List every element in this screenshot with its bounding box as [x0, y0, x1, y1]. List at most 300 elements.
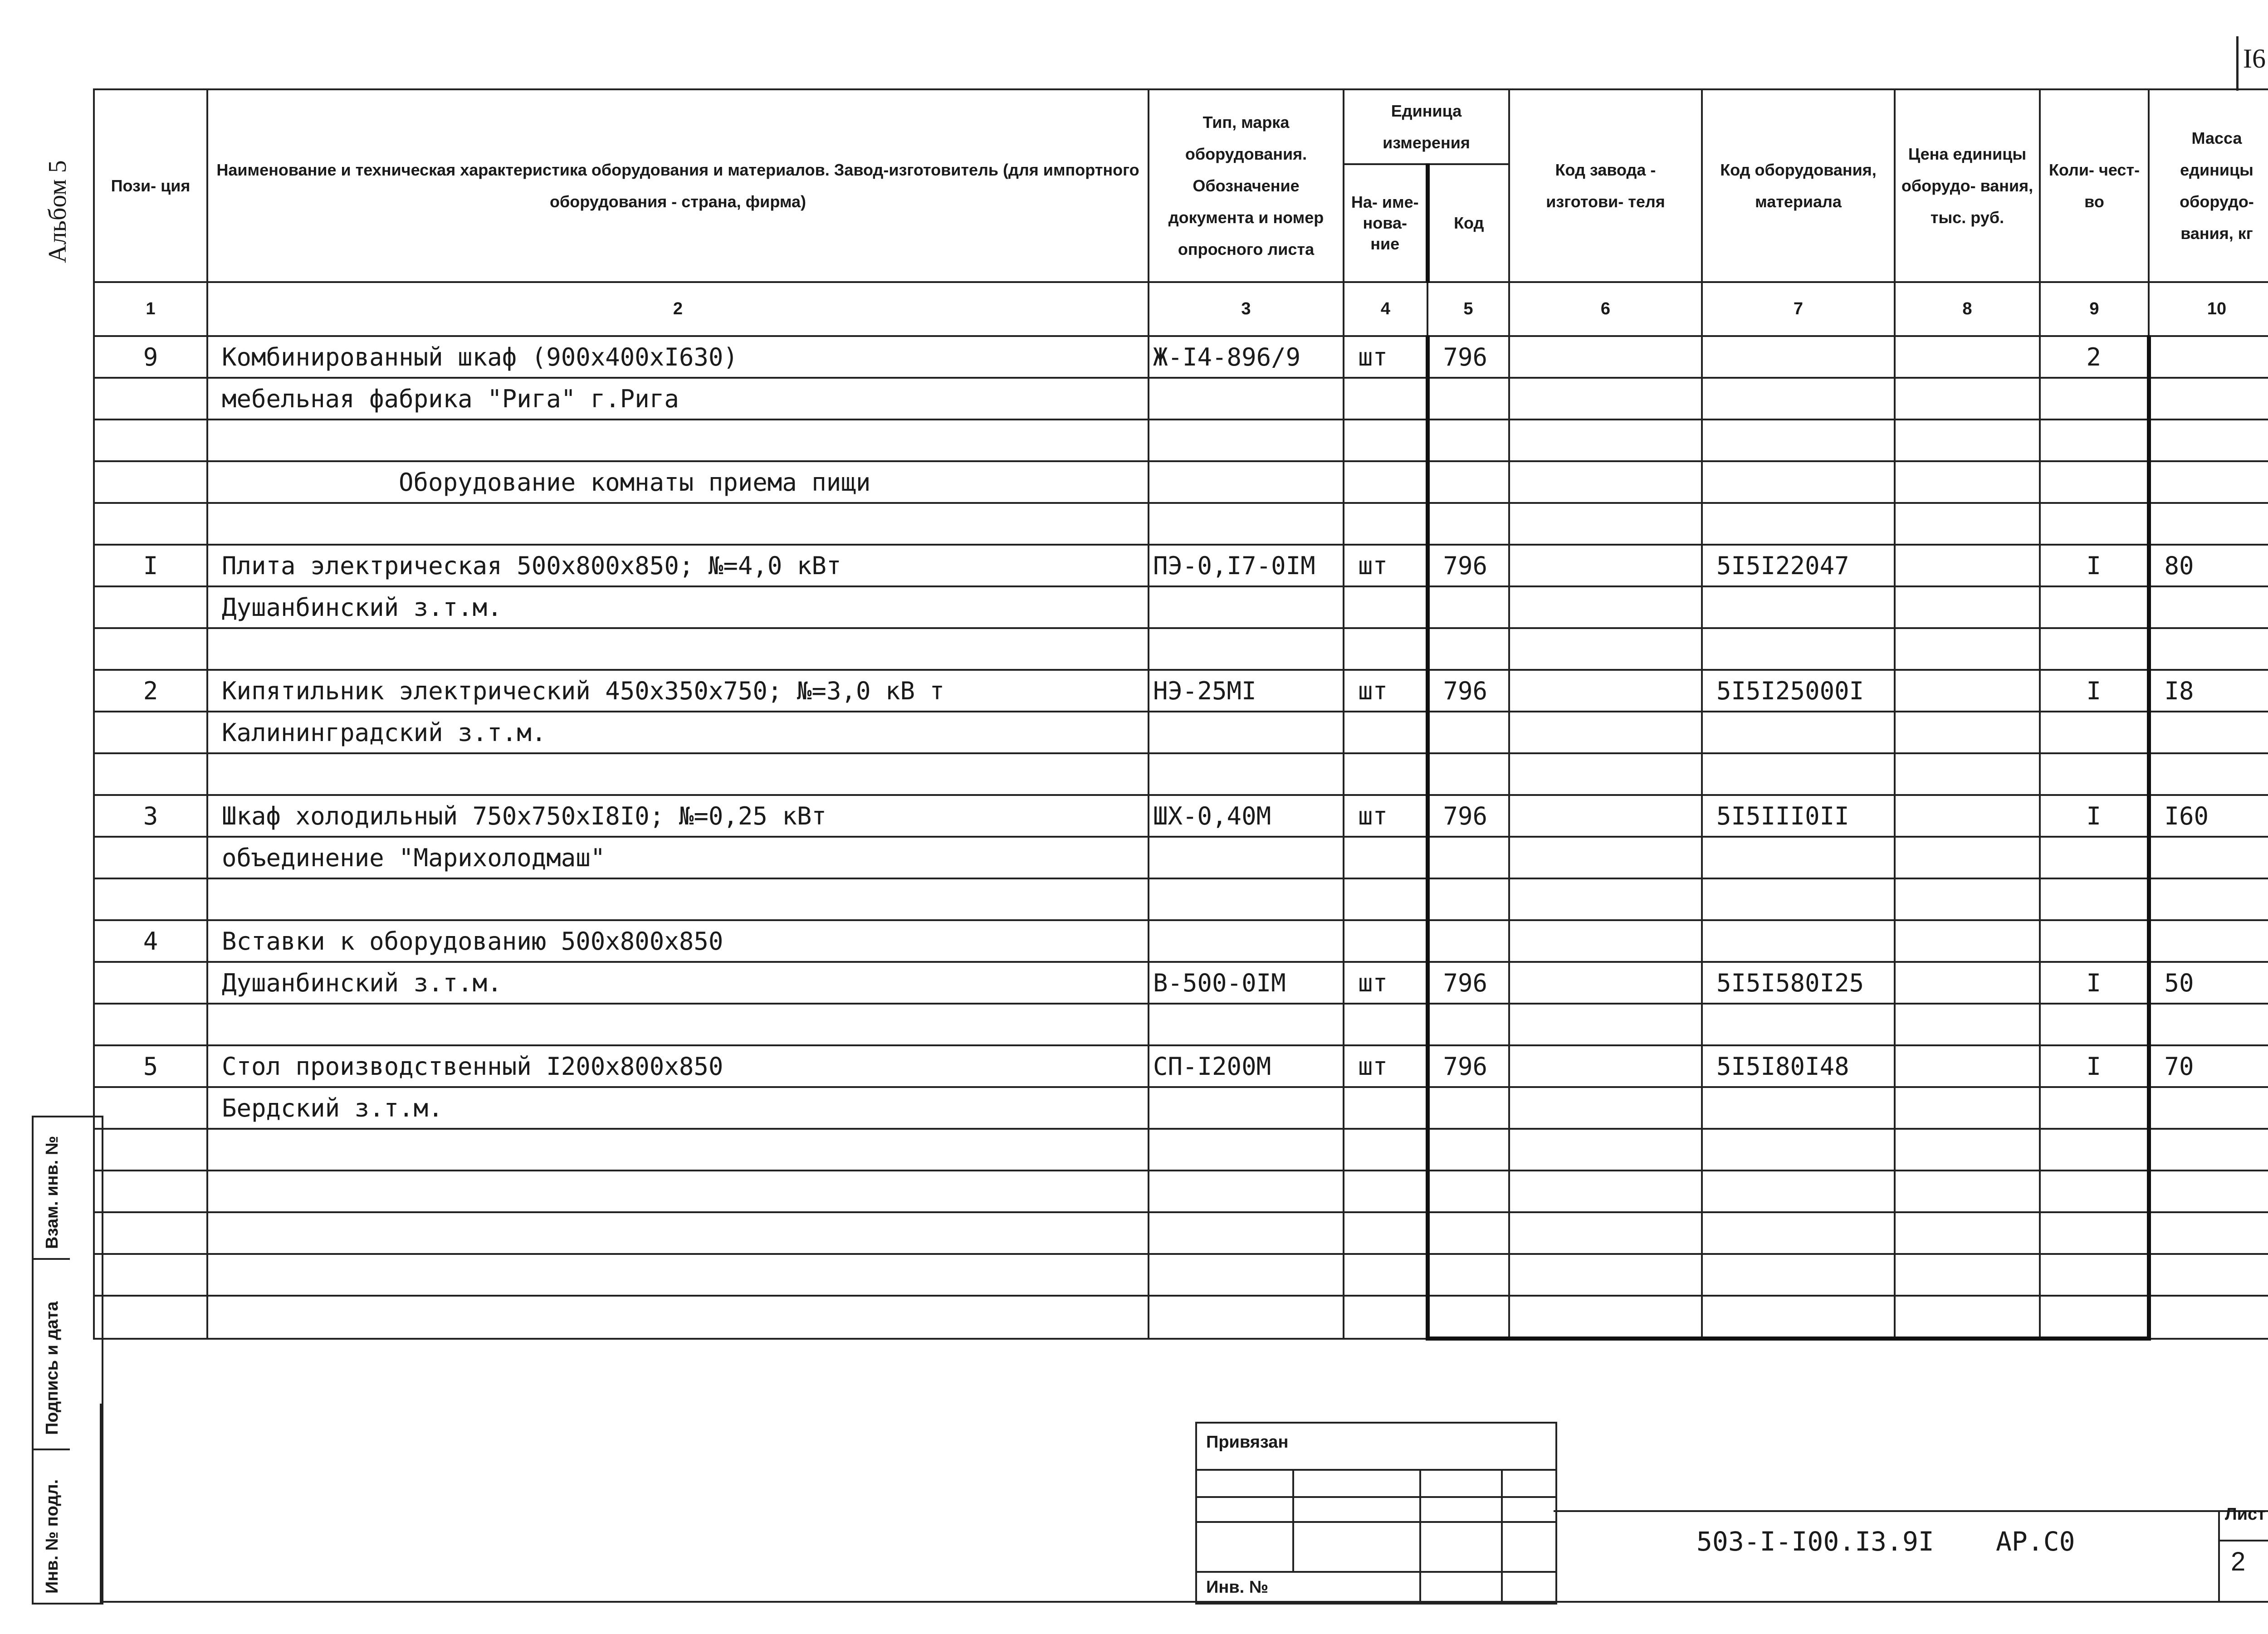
- quantity-cell: [2040, 1087, 2149, 1129]
- mass-cell: [2149, 1171, 2268, 1212]
- plant-code-cell: [1509, 712, 1702, 753]
- position-cell: I: [94, 545, 207, 586]
- mass-cell: [2149, 837, 2268, 878]
- equipment-code-cell: 5I5I80I48: [1702, 1045, 1895, 1087]
- table-row: [94, 586, 2268, 628]
- position-cell: 5: [94, 1045, 207, 1087]
- position-cell: 2: [94, 670, 207, 712]
- plant-code-cell: [1509, 503, 1702, 545]
- header-unit-name: На- име- нова- ние: [1344, 164, 1427, 282]
- table-row: [94, 837, 2268, 878]
- quantity-cell: I: [2040, 962, 2149, 1004]
- position-cell: [94, 753, 207, 795]
- column-number: 7: [1702, 282, 1895, 336]
- price-cell: [1895, 1129, 2040, 1171]
- type-cell: СП-I200М: [1149, 1045, 1344, 1087]
- header-mass: Масса единицы оборудо- вания, кг: [2149, 89, 2268, 282]
- type-cell: НЭ-25МI: [1149, 670, 1344, 712]
- plant-code-cell: [1509, 878, 1702, 920]
- table-row: [94, 503, 2268, 545]
- quantity-cell: [2040, 878, 2149, 920]
- mass-cell: [2149, 586, 2268, 628]
- unit-code-cell: [1427, 1004, 1509, 1045]
- equipment-code-cell: [1702, 1212, 1895, 1254]
- table-row: [94, 878, 2268, 920]
- unit-cell: [1344, 712, 1427, 753]
- price-cell: [1895, 712, 2040, 753]
- position-cell: [94, 461, 207, 503]
- plant-code-cell: [1509, 753, 1702, 795]
- table-row: [94, 1254, 2268, 1296]
- unit-cell: [1344, 878, 1427, 920]
- price-cell: [1895, 461, 2040, 503]
- type-cell: [1149, 1212, 1344, 1254]
- mass-cell: [2149, 1129, 2268, 1171]
- title-block: [100, 1404, 2268, 1603]
- unit-code-cell: [1427, 712, 1509, 753]
- unit-cell: [1344, 1004, 1427, 1045]
- position-cell: [94, 503, 207, 545]
- quantity-cell: [2040, 1296, 2149, 1339]
- plant-code-cell: [1509, 1254, 1702, 1296]
- table-row: [94, 336, 2268, 378]
- side-stamp: [32, 1116, 103, 1605]
- unit-code-cell: [1427, 461, 1509, 503]
- column-number: 8: [1895, 282, 2040, 336]
- unit-cell: шт: [1344, 545, 1427, 586]
- unit-cell: [1344, 628, 1427, 670]
- table-row: [94, 1212, 2268, 1254]
- type-cell: [1149, 712, 1344, 753]
- column-number: 5: [1427, 282, 1509, 336]
- side-stamp-replacement: Взам. инв. №: [43, 1136, 62, 1249]
- equipment-code-cell: 5I5I580I25: [1702, 962, 1895, 1004]
- mass-cell: 50: [2149, 962, 2268, 1004]
- type-cell: [1149, 1004, 1344, 1045]
- unit-cell: [1344, 461, 1427, 503]
- equipment-code-cell: [1702, 878, 1895, 920]
- quantity-cell: [2040, 753, 2149, 795]
- table-row: [94, 628, 2268, 670]
- album-label: Альбом 5: [44, 160, 72, 263]
- price-cell: [1895, 1254, 2040, 1296]
- equipment-code-cell: [1702, 1296, 1895, 1339]
- quantity-cell: [2040, 1212, 2149, 1254]
- price-cell: [1895, 920, 2040, 962]
- column-number: 1: [94, 282, 207, 336]
- unit-code-cell: 796: [1427, 962, 1509, 1004]
- name-cell: Оборудование комнаты приема пищи: [207, 461, 1149, 503]
- header-position: Пози- ция: [94, 89, 207, 282]
- table-row: [94, 545, 2268, 586]
- equipment-code-cell: [1702, 1129, 1895, 1171]
- equipment-code-cell: [1702, 837, 1895, 878]
- name-cell: Стол производственный I200x800x850: [207, 1045, 1149, 1087]
- quantity-cell: [2040, 920, 2149, 962]
- table-row: [94, 378, 2268, 419]
- position-cell: [94, 837, 207, 878]
- name-cell: мебельная фабрика "Рига" г.Рига: [207, 378, 1149, 419]
- plant-code-cell: [1509, 628, 1702, 670]
- mass-cell: I8: [2149, 670, 2268, 712]
- quantity-cell: [2040, 419, 2149, 461]
- quantity-cell: [2040, 1004, 2149, 1045]
- name-cell: Вставки к оборудованию 500x800x850: [207, 920, 1149, 962]
- plant-code-cell: [1509, 1087, 1702, 1129]
- mass-cell: [2149, 419, 2268, 461]
- equipment-code-cell: [1702, 1004, 1895, 1045]
- equipment-code-cell: [1702, 628, 1895, 670]
- type-cell: [1149, 628, 1344, 670]
- sheet-value: 2: [2231, 1547, 2246, 1576]
- header-price: Цена единицы оборудо- вания, тыс. руб.: [1895, 89, 2040, 282]
- header-plant-code: Код завода - изготови- теля: [1509, 89, 1702, 282]
- position-cell: 4: [94, 920, 207, 962]
- unit-code-cell: [1427, 1212, 1509, 1254]
- position-cell: [94, 1004, 207, 1045]
- column-number-row: [94, 282, 2268, 336]
- sheet-label: Лист: [2225, 1505, 2266, 1524]
- equipment-code-cell: [1702, 753, 1895, 795]
- unit-cell: [1344, 503, 1427, 545]
- document-mark: АР.С0: [1996, 1526, 2075, 1557]
- header-unit-group: Единица измерения: [1344, 89, 1509, 164]
- plant-code-cell: [1509, 1212, 1702, 1254]
- equipment-code-cell: [1702, 920, 1895, 962]
- type-cell: [1149, 1254, 1344, 1296]
- price-cell: [1895, 795, 2040, 837]
- table-row: [94, 962, 2268, 1004]
- mass-cell: I60: [2149, 795, 2268, 837]
- table-row: [94, 419, 2268, 461]
- mass-cell: [2149, 1212, 2268, 1254]
- header-equipment-code: Код оборудования, материала: [1702, 89, 1895, 282]
- quantity-cell: [2040, 1254, 2149, 1296]
- price-cell: [1895, 1171, 2040, 1212]
- quantity-cell: [2040, 586, 2149, 628]
- header-unit-code: Код: [1427, 164, 1509, 282]
- type-cell: ШХ-0,40М: [1149, 795, 1344, 837]
- unit-cell: шт: [1344, 1045, 1427, 1087]
- price-cell: [1895, 1045, 2040, 1087]
- equipment-code-cell: [1702, 503, 1895, 545]
- equipment-code-cell: 5I5I25000I: [1702, 670, 1895, 712]
- mass-cell: [2149, 628, 2268, 670]
- plant-code-cell: [1509, 419, 1702, 461]
- plant-code-cell: [1509, 1171, 1702, 1212]
- position-cell: 9: [94, 336, 207, 378]
- table-row: [94, 920, 2268, 962]
- mass-cell: [2149, 878, 2268, 920]
- type-cell: [1149, 920, 1344, 962]
- specification-table: [93, 88, 2268, 1341]
- unit-code-cell: [1427, 837, 1509, 878]
- unit-cell: [1344, 920, 1427, 962]
- price-cell: [1895, 837, 2040, 878]
- unit-code-cell: [1427, 1129, 1509, 1171]
- equipment-code-cell: [1702, 1254, 1895, 1296]
- quantity-cell: [2040, 503, 2149, 545]
- type-cell: [1149, 586, 1344, 628]
- header-type: Тип, марка оборудования. Обозначение документа и номер опросного листа: [1149, 89, 1344, 282]
- unit-code-cell: 796: [1427, 545, 1509, 586]
- unit-cell: [1344, 753, 1427, 795]
- unit-code-cell: [1427, 628, 1509, 670]
- position-cell: [94, 628, 207, 670]
- plant-code-cell: [1509, 586, 1702, 628]
- quantity-cell: [2040, 1129, 2149, 1171]
- price-cell: [1895, 1296, 2040, 1339]
- quantity-cell: [2040, 378, 2149, 419]
- price-cell: [1895, 1004, 2040, 1045]
- binding-stamp: [1195, 1422, 1557, 1605]
- mass-cell: 80: [2149, 545, 2268, 586]
- mass-cell: [2149, 753, 2268, 795]
- name-cell: [207, 1254, 1149, 1296]
- type-cell: [1149, 1171, 1344, 1212]
- plant-code-cell: [1509, 795, 1702, 837]
- price-cell: [1895, 628, 2040, 670]
- unit-cell: [1344, 1254, 1427, 1296]
- quantity-cell: I: [2040, 545, 2149, 586]
- name-cell: [207, 628, 1149, 670]
- price-cell: [1895, 962, 2040, 1004]
- quantity-cell: I: [2040, 1045, 2149, 1087]
- price-cell: [1895, 1212, 2040, 1254]
- position-cell: [94, 1171, 207, 1212]
- name-cell: Душанбинский з.т.м.: [207, 962, 1149, 1004]
- unit-code-cell: [1427, 503, 1509, 545]
- type-cell: [1149, 753, 1344, 795]
- unit-code-cell: [1427, 1087, 1509, 1129]
- type-cell: [1149, 378, 1344, 419]
- price-cell: [1895, 336, 2040, 378]
- unit-cell: [1344, 378, 1427, 419]
- equipment-code-cell: 5I5I22047: [1702, 545, 1895, 586]
- table-row: [94, 1171, 2268, 1212]
- equipment-code-cell: [1702, 461, 1895, 503]
- type-cell: В-500-0IМ: [1149, 962, 1344, 1004]
- type-cell: ПЭ-0,I7-0IM: [1149, 545, 1344, 586]
- price-cell: [1895, 753, 2040, 795]
- plant-code-cell: [1509, 962, 1702, 1004]
- position-cell: [94, 1296, 207, 1339]
- plant-code-cell: [1509, 1045, 1702, 1087]
- position-cell: [94, 1129, 207, 1171]
- equipment-code-cell: [1702, 1171, 1895, 1212]
- name-cell: [207, 1004, 1149, 1045]
- name-cell: [207, 1129, 1149, 1171]
- plant-code-cell: [1509, 670, 1702, 712]
- name-cell: [207, 1171, 1149, 1212]
- quantity-cell: 2: [2040, 336, 2149, 378]
- name-cell: Плита электрическая 500x800x850; №=4,0 кВт: [207, 545, 1149, 586]
- column-number: 2: [207, 282, 1149, 336]
- unit-code-cell: [1427, 753, 1509, 795]
- mass-cell: [2149, 1254, 2268, 1296]
- equipment-code-cell: [1702, 712, 1895, 753]
- type-cell: Ж-I4-896/9: [1149, 336, 1344, 378]
- plant-code-cell: [1509, 336, 1702, 378]
- type-cell: [1149, 837, 1344, 878]
- name-cell: Бердский з.т.м.: [207, 1087, 1149, 1129]
- position-cell: [94, 1212, 207, 1254]
- price-cell: [1895, 586, 2040, 628]
- unit-code-cell: 796: [1427, 795, 1509, 837]
- quantity-cell: [2040, 628, 2149, 670]
- quantity-cell: [2040, 837, 2149, 878]
- name-cell: [207, 1296, 1149, 1339]
- type-cell: [1149, 1296, 1344, 1339]
- unit-code-cell: [1427, 878, 1509, 920]
- name-cell: [207, 419, 1149, 461]
- quantity-cell: [2040, 1171, 2149, 1212]
- plant-code-cell: [1509, 1004, 1702, 1045]
- mass-cell: [2149, 920, 2268, 962]
- mass-cell: [2149, 378, 2268, 419]
- mass-cell: [2149, 712, 2268, 753]
- mass-cell: [2149, 1087, 2268, 1129]
- side-stamp-signature: Подпись и дата: [43, 1301, 62, 1435]
- position-cell: [94, 962, 207, 1004]
- column-number: 9: [2040, 282, 2149, 336]
- plant-code-cell: [1509, 461, 1702, 503]
- quantity-cell: [2040, 712, 2149, 753]
- plant-code-cell: [1509, 837, 1702, 878]
- type-cell: [1149, 878, 1344, 920]
- price-cell: [1895, 670, 2040, 712]
- name-cell: Кипятильник электрический 450x350x750; №=3,0 кВ т: [207, 670, 1149, 712]
- unit-cell: шт: [1344, 795, 1427, 837]
- table-row: [94, 1296, 2268, 1339]
- equipment-code-cell: [1702, 419, 1895, 461]
- unit-code-cell: [1427, 378, 1509, 419]
- unit-code-cell: [1427, 586, 1509, 628]
- equipment-code-cell: [1702, 1087, 1895, 1129]
- price-cell: [1895, 419, 2040, 461]
- price-cell: [1895, 378, 2040, 419]
- name-cell: [207, 503, 1149, 545]
- header-name: Наименование и техническая характеристика оборудования и материалов. Завод-изготовитель (для импортного оборудования - страна, фирма): [207, 89, 1149, 282]
- mass-cell: 70: [2149, 1045, 2268, 1087]
- unit-cell: [1344, 586, 1427, 628]
- type-cell: [1149, 1129, 1344, 1171]
- position-cell: [94, 378, 207, 419]
- mass-cell: [2149, 1004, 2268, 1045]
- column-number: 6: [1509, 282, 1702, 336]
- unit-cell: [1344, 1129, 1427, 1171]
- unit-code-cell: [1427, 1254, 1509, 1296]
- plant-code-cell: [1509, 920, 1702, 962]
- position-cell: [94, 712, 207, 753]
- unit-cell: [1344, 837, 1427, 878]
- unit-cell: шт: [1344, 962, 1427, 1004]
- equipment-code-cell: [1702, 336, 1895, 378]
- name-cell: [207, 878, 1149, 920]
- price-cell: [1895, 878, 2040, 920]
- price-cell: [1895, 1087, 2040, 1129]
- unit-cell: [1344, 1212, 1427, 1254]
- inventory-number-label: Инв. №: [1206, 1578, 1269, 1597]
- name-cell: [207, 753, 1149, 795]
- table-row: [94, 461, 2268, 503]
- unit-cell: [1344, 419, 1427, 461]
- position-cell: [94, 1087, 207, 1129]
- plant-code-cell: [1509, 1296, 1702, 1339]
- equipment-code-cell: [1702, 586, 1895, 628]
- quantity-cell: [2040, 461, 2149, 503]
- position-cell: [94, 1254, 207, 1296]
- unit-cell: [1344, 1296, 1427, 1339]
- column-number: 3: [1149, 282, 1344, 336]
- unit-cell: шт: [1344, 336, 1427, 378]
- plant-code-cell: [1509, 545, 1702, 586]
- position-cell: [94, 586, 207, 628]
- table-row: [94, 753, 2268, 795]
- document-code: 503-I-I00.I3.9I: [1696, 1526, 1934, 1557]
- name-cell: Комбинированный шкаф (900x400xI630): [207, 336, 1149, 378]
- unit-code-cell: [1427, 1171, 1509, 1212]
- table-row: [94, 1087, 2268, 1129]
- table-row: [94, 1129, 2268, 1171]
- side-stamp-inventory: Инв. № подл.: [43, 1479, 62, 1594]
- column-number: 4: [1344, 282, 1427, 336]
- name-cell: [207, 1212, 1149, 1254]
- type-cell: [1149, 461, 1344, 503]
- equipment-code-cell: 5I5III0II: [1702, 795, 1895, 837]
- unit-code-cell: [1427, 1296, 1509, 1339]
- plant-code-cell: [1509, 1129, 1702, 1171]
- column-number: 10: [2149, 282, 2268, 336]
- unit-cell: [1344, 1171, 1427, 1212]
- name-cell: Душанбинский з.т.м.: [207, 586, 1149, 628]
- sheet-number: I6: [2243, 44, 2266, 73]
- price-cell: [1895, 503, 2040, 545]
- name-cell: Шкаф холодильный 750x750xI8I0; №=0,25 кВт: [207, 795, 1149, 837]
- position-cell: 3: [94, 795, 207, 837]
- type-cell: [1149, 503, 1344, 545]
- table-row: [94, 712, 2268, 753]
- price-cell: [1895, 545, 2040, 586]
- unit-code-cell: 796: [1427, 1045, 1509, 1087]
- mass-cell: [2149, 1296, 2268, 1339]
- name-cell: объединение "Марихолодмаш": [207, 837, 1149, 878]
- unit-code-cell: [1427, 920, 1509, 962]
- header-quantity: Коли- чест- во: [2040, 89, 2149, 282]
- unit-code-cell: 796: [1427, 336, 1509, 378]
- plant-code-cell: [1509, 378, 1702, 419]
- table-row: [94, 670, 2268, 712]
- quantity-cell: I: [2040, 795, 2149, 837]
- equipment-code-cell: [1702, 378, 1895, 419]
- table-row: [94, 1045, 2268, 1087]
- mass-cell: [2149, 336, 2268, 378]
- mass-cell: [2149, 461, 2268, 503]
- unit-cell: [1344, 1087, 1427, 1129]
- binding-label: Привязан: [1206, 1433, 1289, 1452]
- position-cell: [94, 878, 207, 920]
- unit-code-cell: 796: [1427, 670, 1509, 712]
- unit-cell: шт: [1344, 670, 1427, 712]
- type-cell: [1149, 419, 1344, 461]
- unit-code-cell: [1427, 419, 1509, 461]
- mass-cell: [2149, 503, 2268, 545]
- position-cell: [94, 419, 207, 461]
- table-row: [94, 1004, 2268, 1045]
- type-cell: [1149, 1087, 1344, 1129]
- quantity-cell: I: [2040, 670, 2149, 712]
- name-cell: Калининградский з.т.м.: [207, 712, 1149, 753]
